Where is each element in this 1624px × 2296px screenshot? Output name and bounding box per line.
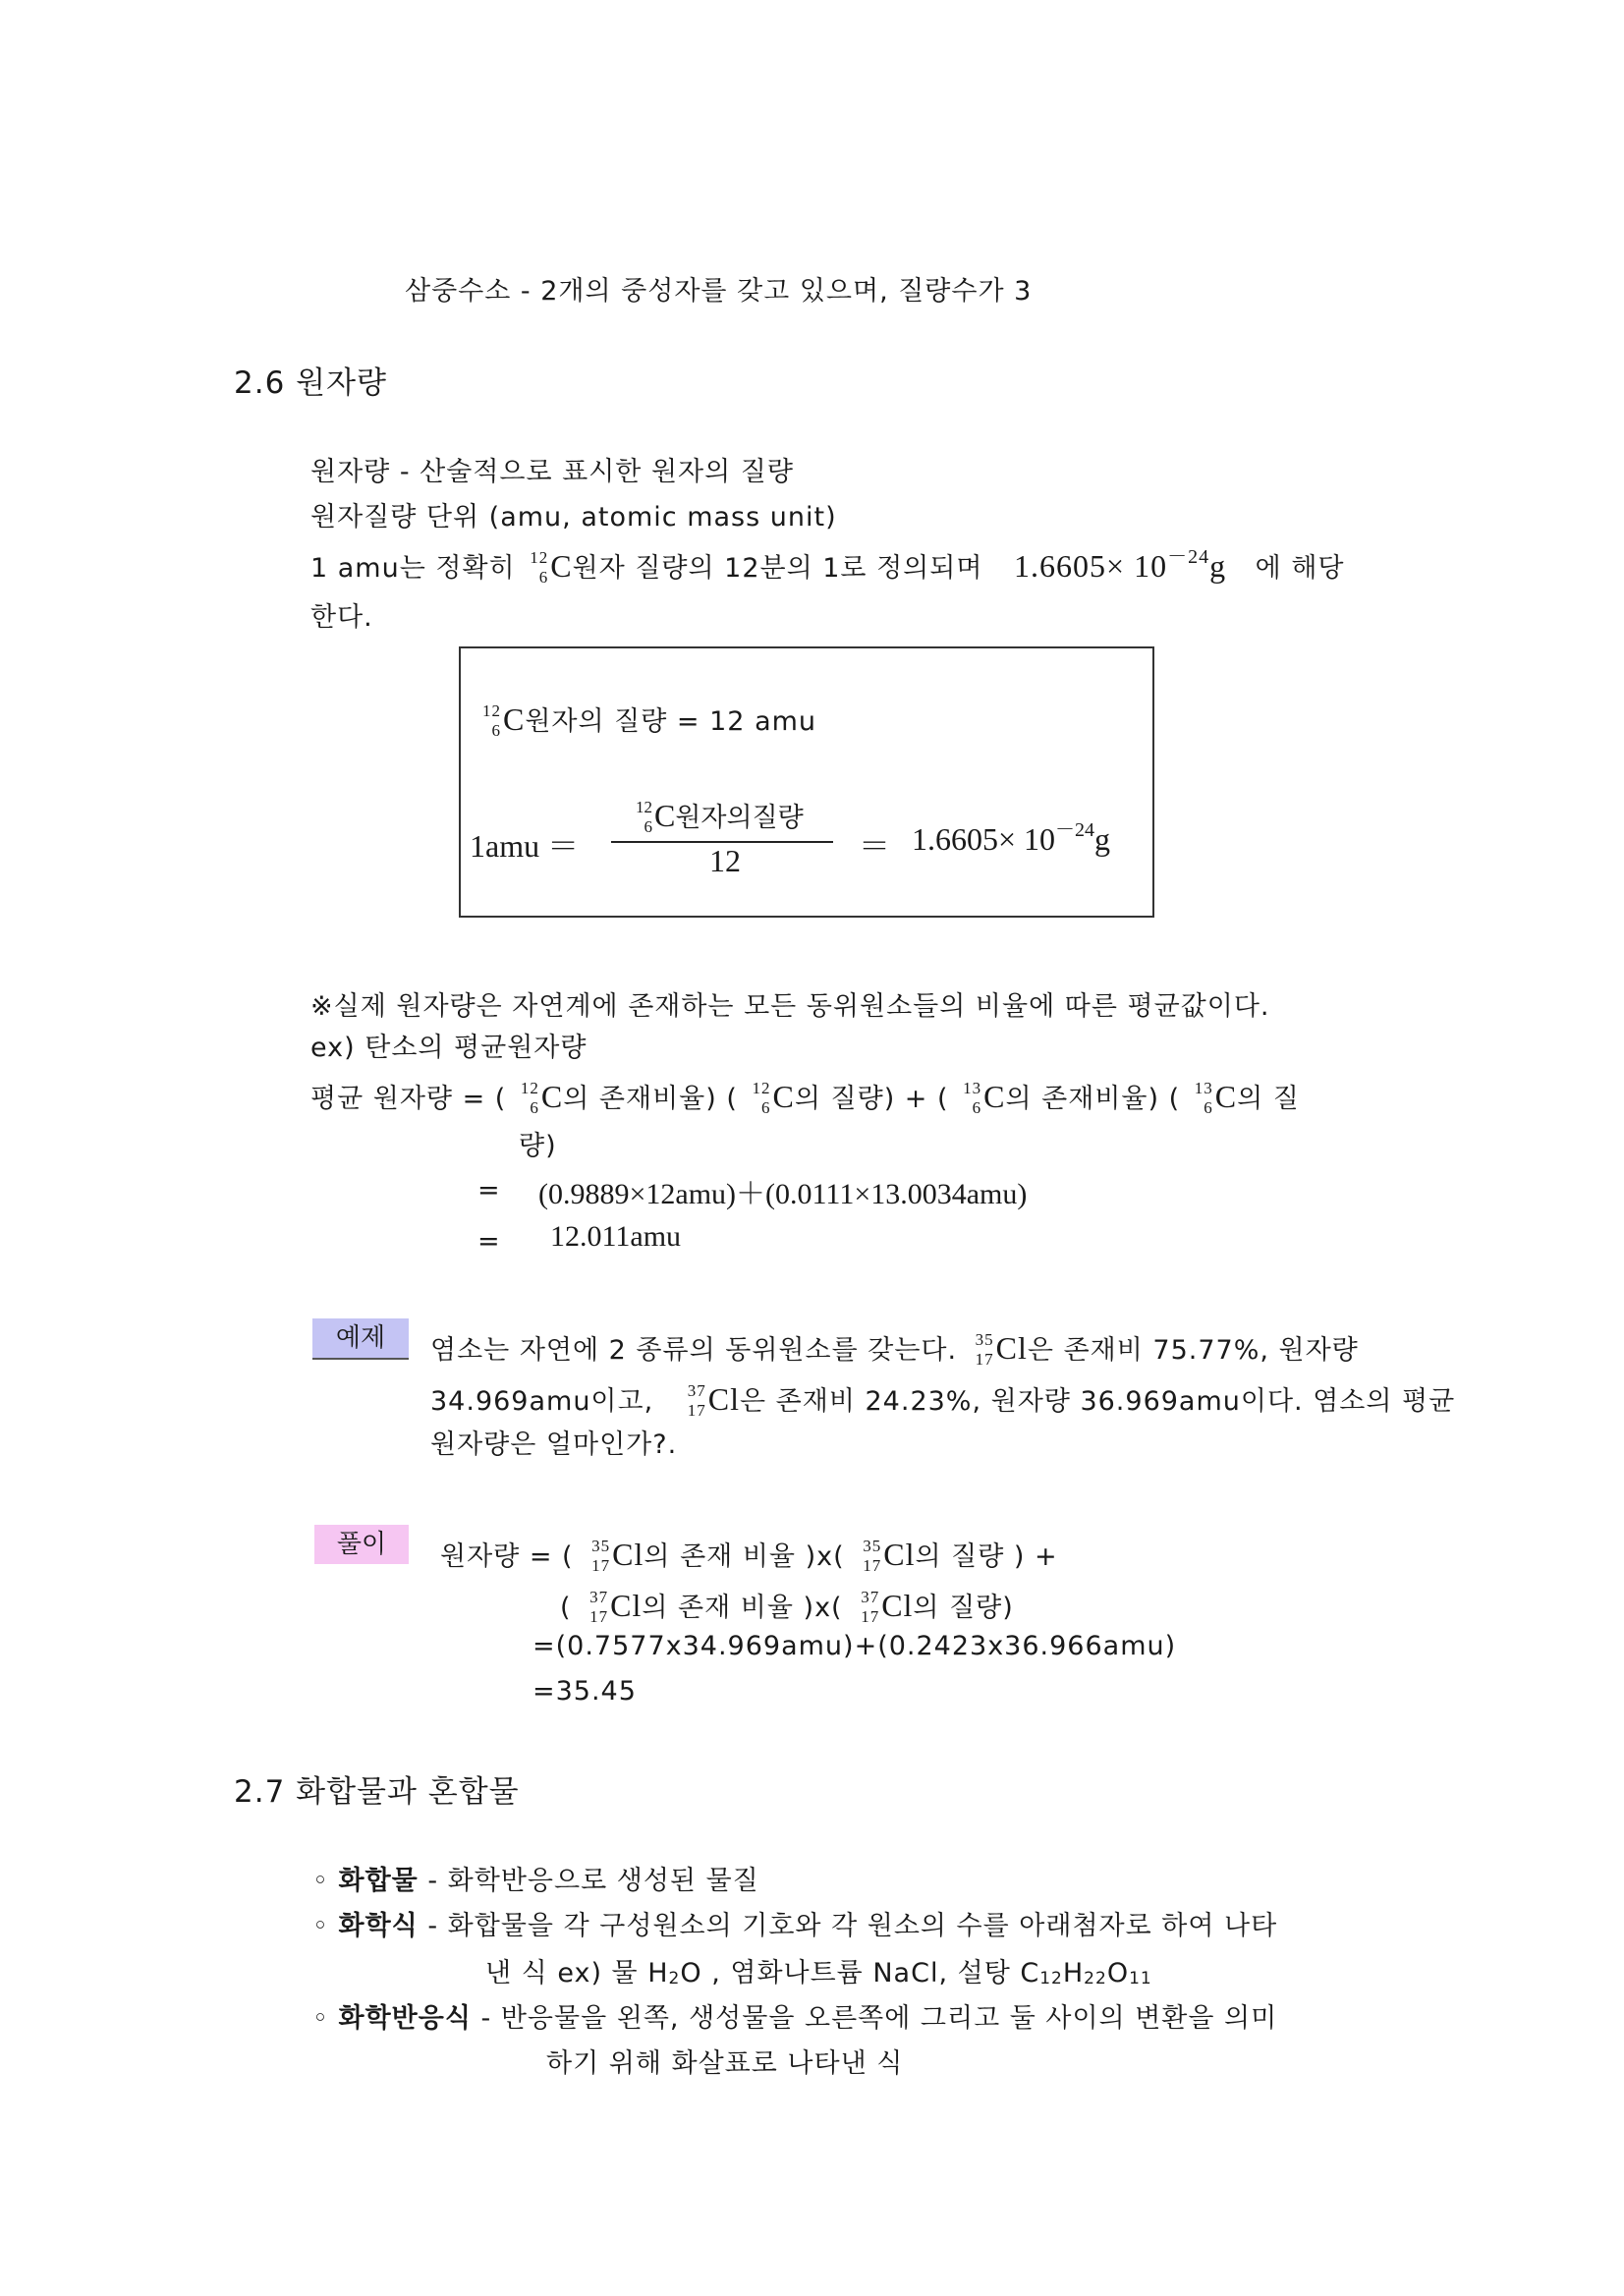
box-rhs-unit: g [1094, 821, 1111, 857]
c12-isotope-notation: 12 6 [752, 1079, 771, 1117]
carbon-symbol: C [550, 548, 573, 584]
formula-ex-water: 낸 식 ex) 물 H [485, 1958, 669, 1988]
amu-line-wrap: 한다. [310, 602, 373, 633]
avg-term3: 의 존재비율) ( [1005, 1084, 1181, 1114]
solution-line1 [440, 1535, 1058, 1573]
amu-definition-line [310, 546, 1345, 585]
subscript: 11 [1129, 1969, 1152, 1988]
chlorine-symbol: Cl [995, 1330, 1028, 1366]
term-reaction: 화학반응식 [338, 2003, 472, 2034]
solution-line3: =(0.7577x34.969amu)+(0.2423x36.966amu) [532, 1631, 1177, 1661]
amu-definition-box [459, 646, 1154, 918]
box-rhs [912, 821, 1110, 858]
subscript: 12 [1039, 1969, 1063, 1988]
box-rhs-value: 1.6605× 10 [912, 821, 1056, 857]
carbon-symbol: C [540, 1079, 564, 1114]
cl35-isotope-notation: 35 17 [975, 1330, 994, 1369]
term-formula: 화학식 [338, 1911, 419, 1941]
eq1-sign: = [477, 1175, 501, 1205]
carbon-symbol: C [503, 701, 526, 737]
example-badge: 예제 [312, 1318, 409, 1360]
solution-badge: 풀이 [314, 1525, 409, 1564]
intro-line: 삼중수소 - 2개의 중성자를 갖고 있으며, 질량수가 3 [405, 276, 1033, 307]
box-rhs-exponent: －24 [1055, 819, 1095, 841]
box-lhs: 1amu ＝ [470, 828, 580, 864]
term-compound: 화합물 [338, 1866, 419, 1896]
box-numerator [629, 796, 804, 834]
list-item-formula [312, 1904, 1277, 1942]
problem-line2 [430, 1379, 1455, 1418]
cl37-isotope-notation: 37 17 [687, 1381, 706, 1420]
amu-line-middle: 원자 질량의 12분의 1로 정의되며 [572, 553, 983, 584]
cl37-isotope-notation: 37 17 [861, 1588, 880, 1626]
amu-line-end: 에 해당 [1255, 553, 1345, 584]
solution-l1-start: 원자량 = ( [440, 1541, 574, 1572]
subscript: 2 [668, 1969, 681, 1988]
carbon-symbol: C [983, 1079, 1006, 1114]
c12-isotope-notation: 12 6 [636, 798, 652, 836]
reaction-continuation: 하기 위해 화살표로 나타낸 식 [546, 2048, 904, 2079]
definition-amu: 원자질량 단위 (amu, atomic mass unit) [310, 502, 837, 532]
numerator-text: 원자의질량 [675, 803, 804, 832]
c12-isotope-notation: 12 6 [482, 701, 501, 740]
avg-wrap: 량) [519, 1131, 557, 1161]
bullet-icon: ◦ [312, 1866, 339, 1896]
cl35-isotope-notation: 35 17 [591, 1537, 611, 1575]
bullet-icon: ◦ [312, 2003, 339, 2034]
chlorine-symbol: Cl [707, 1381, 741, 1417]
problem-line1-text: 염소는 자연에 2 종류의 동위원소를 갖는다. [430, 1335, 958, 1366]
desc-formula: - 화합물을 각 구성원소의 기호와 각 원소의 수를 아래첨자로 하여 나타 [418, 1911, 1278, 1941]
problem-line2-rest: 은 존재비 24.23%, 원자량 36.969amu이다. 염소의 평균 [740, 1386, 1456, 1417]
note-average: ※실제 원자량은 자연계에 존재하는 모든 동위원소들의 비율에 따른 평균값이다. [310, 991, 1270, 1022]
chlorine-symbol: Cl [610, 1588, 643, 1623]
solution-l1-mid: 의 존재 비율 )x( [644, 1541, 845, 1572]
chlorine-symbol: Cl [612, 1537, 644, 1572]
solution-line4: =35.45 [532, 1676, 637, 1707]
carbon-symbol: C [772, 1079, 795, 1114]
cl37-isotope-notation: 37 17 [589, 1588, 609, 1626]
problem-line2-text: 34.969amu이고, [430, 1386, 654, 1417]
solution-l1-end: 의 질량 ) + [915, 1541, 1058, 1572]
section-heading-2-6: 2.6 원자량 [234, 365, 387, 401]
c13-isotope-notation: 13 6 [1194, 1079, 1213, 1117]
desc-compound: - 화학반응으로 생성된 물질 [418, 1866, 759, 1896]
avg-lhs: 평균 원자량 = ( [310, 1084, 507, 1114]
list-item-compound [312, 1859, 759, 1897]
amu-exponent: －24 [1167, 546, 1210, 568]
list-item-reaction [312, 1996, 1277, 2035]
solution-l2-start: ( [560, 1593, 572, 1623]
c13-isotope-notation: 13 6 [963, 1079, 982, 1117]
solution-line2 [560, 1586, 1014, 1624]
formula-o: O [1106, 1958, 1130, 1988]
definition-atomic-weight: 원자량 - 산술적으로 표시한 원자의 질량 [310, 457, 794, 487]
box-denominator: 12 [709, 843, 741, 878]
carbon-symbol: C [1214, 1079, 1238, 1114]
avg-term1: 의 존재비율) ( [563, 1084, 738, 1114]
box-line-c12-mass [477, 700, 816, 738]
amu-line-start: 1 amu는 정확히 [310, 553, 516, 584]
amu-unit: g [1209, 548, 1227, 584]
solution-l2-end: 의 질량) [913, 1593, 1014, 1623]
eq1-expression: (0.9889×12amu)＋(0.0111×13.0034amu) [538, 1178, 1028, 1210]
c12-isotope-notation: 12 6 [530, 548, 549, 587]
solution-l2-mid: 의 존재 비율 )x( [642, 1593, 843, 1623]
chlorine-symbol: Cl [881, 1588, 914, 1623]
eq2-result: 12.011amu [550, 1220, 682, 1253]
problem-line1 [430, 1328, 1359, 1367]
problem-line3: 원자량은 얼마인가?. [430, 1429, 678, 1460]
avg-term2: 의 질량) + ( [794, 1084, 949, 1114]
box-rhs-equals: ＝ [859, 828, 891, 864]
formula-h: H [1062, 1958, 1085, 1988]
problem-line1-rest: 은 존재비 75.77%, 원자량 [1027, 1335, 1359, 1366]
average-atomic-weight-line [310, 1077, 1300, 1115]
chlorine-symbol: Cl [883, 1537, 916, 1572]
desc-reaction: - 반응물을 왼쪽, 생성물을 오른쪽에 그리고 둘 사이의 변환을 의미 [471, 2003, 1278, 2034]
c12-isotope-notation: 12 6 [520, 1079, 539, 1117]
carbon-symbol: C [654, 798, 676, 833]
section-heading-2-7: 2.7 화합물과 혼합물 [234, 1774, 520, 1810]
amu-value: 1.6605× 10 [1014, 548, 1168, 584]
cl35-isotope-notation: 35 17 [863, 1537, 882, 1575]
avg-term4: 의 질 [1237, 1084, 1300, 1114]
subscript: 22 [1084, 1969, 1107, 1988]
bullet-icon: ◦ [312, 1911, 339, 1941]
formula-ex-salt-sugar: O , 염화나트륨 NaCl, 설탕 C [680, 1958, 1040, 1988]
eq2-sign: = [477, 1226, 501, 1257]
box-line1-text: 원자의 질량 = 12 amu [525, 706, 817, 737]
example-label: ex) 탄소의 평균원자량 [310, 1033, 588, 1063]
formula-examples [485, 1951, 1152, 1989]
